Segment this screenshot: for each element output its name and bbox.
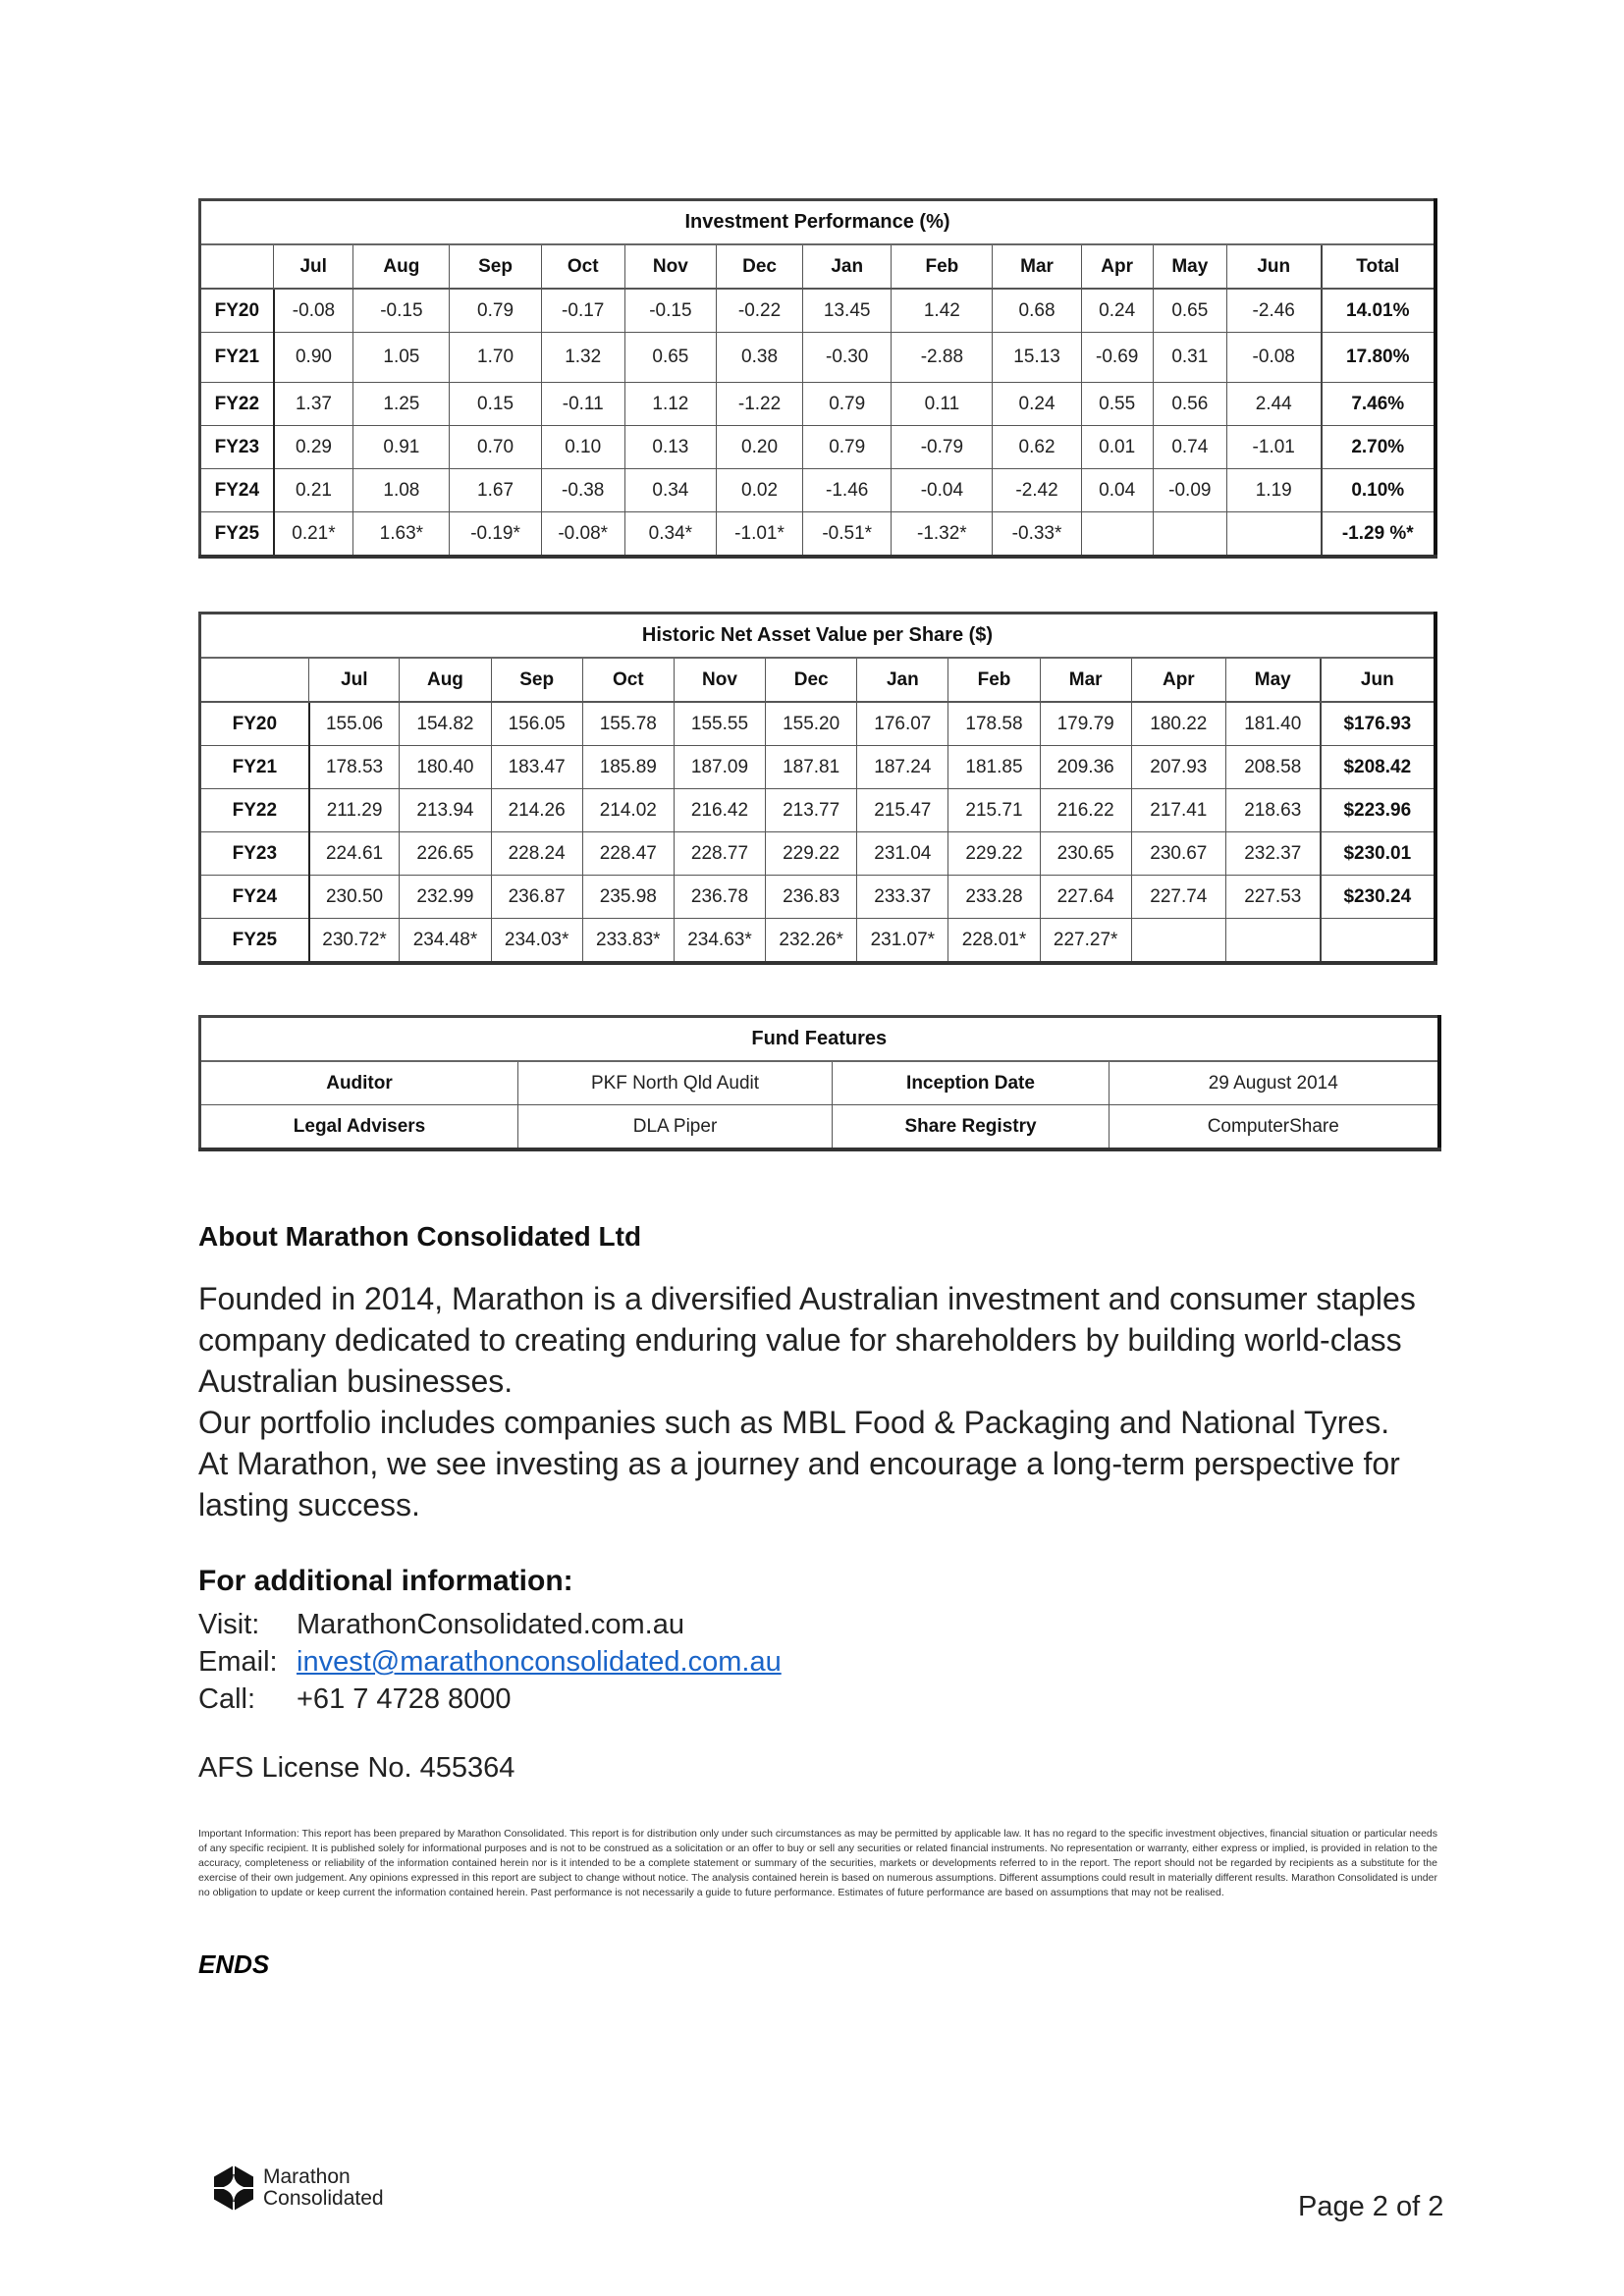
cell-value: 216.22 bbox=[1040, 789, 1131, 832]
cell-value: 180.40 bbox=[400, 746, 491, 789]
cell-value: 217.41 bbox=[1131, 789, 1225, 832]
share-registry-value: ComputerShare bbox=[1110, 1105, 1439, 1150]
cell-value: 231.07* bbox=[857, 919, 948, 964]
cell-value: 232.26* bbox=[766, 919, 857, 964]
logo-wordmark bbox=[263, 2166, 384, 2210]
cell-value: 236.83 bbox=[766, 876, 857, 919]
cell-value: 0.34 bbox=[624, 469, 716, 512]
column-header: Sep bbox=[491, 658, 582, 702]
column-header: Nov bbox=[674, 658, 765, 702]
column-header: Jun bbox=[1226, 244, 1321, 289]
cell-value: 1.67 bbox=[450, 469, 541, 512]
table-row bbox=[200, 789, 1436, 832]
cell-value bbox=[1081, 512, 1153, 558]
cell-value: 154.82 bbox=[400, 702, 491, 746]
cell-value: -1.46 bbox=[803, 469, 892, 512]
column-header: Mar bbox=[993, 244, 1081, 289]
table-title: Fund Features bbox=[200, 1017, 1439, 1062]
cell-value: 0.13 bbox=[624, 426, 716, 469]
cell-value: 0.90 bbox=[274, 333, 353, 383]
cell-value: 155.06 bbox=[309, 702, 400, 746]
column-header-total: Total bbox=[1322, 244, 1435, 289]
cell-value: 230.72* bbox=[309, 919, 400, 964]
cell-value: 229.22 bbox=[948, 832, 1040, 876]
cell-value: 227.53 bbox=[1225, 876, 1320, 919]
cell-total: 17.80% bbox=[1322, 333, 1435, 383]
cell-value: 0.38 bbox=[716, 333, 802, 383]
cell-value: 0.56 bbox=[1153, 383, 1226, 426]
about-line: lasting success. bbox=[198, 1487, 420, 1522]
cell-value: -0.51* bbox=[803, 512, 892, 558]
cell-value: -0.04 bbox=[892, 469, 993, 512]
cell-value: 207.93 bbox=[1131, 746, 1225, 789]
cell-value: -0.69 bbox=[1081, 333, 1153, 383]
cell-value: 231.04 bbox=[857, 832, 948, 876]
cell-value: 227.74 bbox=[1131, 876, 1225, 919]
visit-value: MarathonConsolidated.com.au bbox=[297, 1609, 684, 1640]
cell-value: 0.21* bbox=[274, 512, 353, 558]
cell-value: 233.28 bbox=[948, 876, 1040, 919]
cell-total: 7.46% bbox=[1322, 383, 1435, 426]
cell-value: 216.42 bbox=[674, 789, 765, 832]
contact-heading: For additional information: bbox=[198, 1565, 573, 1597]
legal-advisers-label: Legal Advisers bbox=[200, 1105, 518, 1150]
email-label: Email: bbox=[198, 1646, 278, 1678]
cell-value: 232.37 bbox=[1225, 832, 1320, 876]
column-header: Jan bbox=[803, 244, 892, 289]
investment-performance-table bbox=[198, 198, 1437, 559]
cell-value: 228.24 bbox=[491, 832, 582, 876]
cell-value: 209.36 bbox=[1040, 746, 1131, 789]
auditor-value: PKF North Qld Audit bbox=[518, 1061, 833, 1105]
cell-total: 14.01% bbox=[1322, 289, 1435, 333]
cell-value: 1.37 bbox=[274, 383, 353, 426]
column-header: Apr bbox=[1131, 658, 1225, 702]
contact-email-row bbox=[198, 1643, 782, 1681]
cell-value: 0.34* bbox=[624, 512, 716, 558]
table-title: Historic Net Asset Value per Share ($) bbox=[200, 614, 1436, 659]
cell-value: 234.63* bbox=[674, 919, 765, 964]
cell-value: 1.19 bbox=[1226, 469, 1321, 512]
row-year: FY21 bbox=[200, 333, 274, 383]
cell-value: -1.01 bbox=[1226, 426, 1321, 469]
call-label: Call: bbox=[198, 1683, 256, 1715]
cell-value: 181.85 bbox=[948, 746, 1040, 789]
cell-value bbox=[1131, 919, 1225, 964]
cell-value: 230.67 bbox=[1131, 832, 1225, 876]
cell-value: 234.48* bbox=[400, 919, 491, 964]
cell-value bbox=[1225, 919, 1320, 964]
column-header: Oct bbox=[582, 658, 674, 702]
column-header: May bbox=[1153, 244, 1226, 289]
cell-value: 228.77 bbox=[674, 832, 765, 876]
cell-jun: $208.42 bbox=[1321, 746, 1435, 789]
column-header: Jan bbox=[857, 658, 948, 702]
nav-rows bbox=[200, 702, 1436, 963]
table-row bbox=[200, 746, 1436, 789]
contact-block bbox=[198, 1606, 782, 1718]
table-row bbox=[200, 512, 1436, 558]
cell-value: -2.42 bbox=[993, 469, 1081, 512]
column-header: Dec bbox=[716, 244, 802, 289]
cell-value: 0.01 bbox=[1081, 426, 1153, 469]
cell-value: 215.71 bbox=[948, 789, 1040, 832]
column-header: May bbox=[1225, 658, 1320, 702]
table-row bbox=[200, 383, 1436, 426]
call-value: +61 7 4728 8000 bbox=[297, 1683, 512, 1715]
cell-value: 0.65 bbox=[1153, 289, 1226, 333]
cell-value: 232.99 bbox=[400, 876, 491, 919]
cell-value: 218.63 bbox=[1225, 789, 1320, 832]
logo-line-2: Consolidated bbox=[263, 2187, 384, 2210]
cell-value: 1.32 bbox=[541, 333, 624, 383]
cell-value: -0.15 bbox=[624, 289, 716, 333]
about-line: Founded in 2014, Marathon is a diversified Australian investment and consumer staples bbox=[198, 1281, 1416, 1316]
company-logo bbox=[212, 2164, 384, 2212]
cell-value: 181.40 bbox=[1225, 702, 1320, 746]
cell-value: -0.79 bbox=[892, 426, 993, 469]
table-row bbox=[200, 289, 1436, 333]
column-header: Mar bbox=[1040, 658, 1131, 702]
cell-value: -1.22 bbox=[716, 383, 802, 426]
column-header-jun: Jun bbox=[1321, 658, 1435, 702]
cell-value: -0.19* bbox=[450, 512, 541, 558]
cell-value: -0.08* bbox=[541, 512, 624, 558]
cell-value: 1.12 bbox=[624, 383, 716, 426]
cell-value: 0.79 bbox=[803, 426, 892, 469]
cell-value: -0.38 bbox=[541, 469, 624, 512]
cell-value: -0.33* bbox=[993, 512, 1081, 558]
about-line: company dedicated to creating enduring value for shareholders by building world-class bbox=[198, 1322, 1402, 1358]
cell-value: 13.45 bbox=[803, 289, 892, 333]
fund-features-table bbox=[198, 1015, 1441, 1151]
cell-value: 2.44 bbox=[1226, 383, 1321, 426]
column-header: Nov bbox=[624, 244, 716, 289]
cell-value: 228.47 bbox=[582, 832, 674, 876]
about-line: Australian businesses. bbox=[198, 1363, 514, 1399]
cell-value: 227.64 bbox=[1040, 876, 1131, 919]
cell-value: 226.65 bbox=[400, 832, 491, 876]
ends-marker: ENDS bbox=[198, 1949, 270, 1979]
cell-value: 0.24 bbox=[1081, 289, 1153, 333]
about-line: Our portfolio includes companies such as MBL Food & Packaging and National Tyres. bbox=[198, 1405, 1390, 1440]
cell-value: 0.74 bbox=[1153, 426, 1226, 469]
cell-value: 1.05 bbox=[353, 333, 450, 383]
row-year: FY25 bbox=[200, 919, 309, 964]
cell-value: 213.94 bbox=[400, 789, 491, 832]
column-header: Aug bbox=[400, 658, 491, 702]
cell-value: 187.09 bbox=[674, 746, 765, 789]
cell-value: 0.62 bbox=[993, 426, 1081, 469]
cell-value: -0.08 bbox=[274, 289, 353, 333]
cell-jun: $230.01 bbox=[1321, 832, 1435, 876]
cell-value: -0.17 bbox=[541, 289, 624, 333]
table-row bbox=[200, 469, 1436, 512]
cell-value: 0.31 bbox=[1153, 333, 1226, 383]
cell-value: 236.78 bbox=[674, 876, 765, 919]
page-number: Page 2 of 2 bbox=[1298, 2191, 1444, 2222]
cell-value: 176.07 bbox=[857, 702, 948, 746]
cell-value: 1.42 bbox=[892, 289, 993, 333]
cell-value: 155.20 bbox=[766, 702, 857, 746]
cell-value: 178.53 bbox=[309, 746, 400, 789]
column-header: Dec bbox=[766, 658, 857, 702]
corner-cell bbox=[200, 658, 309, 702]
row-year: FY25 bbox=[200, 512, 274, 558]
cell-value: 1.70 bbox=[450, 333, 541, 383]
cell-value: 0.65 bbox=[624, 333, 716, 383]
column-header: Feb bbox=[948, 658, 1040, 702]
cell-jun: $230.24 bbox=[1321, 876, 1435, 919]
legal-advisers-value: DLA Piper bbox=[518, 1105, 833, 1150]
cell-value: 187.24 bbox=[857, 746, 948, 789]
cell-value: 0.29 bbox=[274, 426, 353, 469]
cell-value: 0.11 bbox=[892, 383, 993, 426]
cell-value: 0.55 bbox=[1081, 383, 1153, 426]
cell-total: 2.70% bbox=[1322, 426, 1435, 469]
cell-value: -0.08 bbox=[1226, 333, 1321, 383]
cell-value: 236.87 bbox=[491, 876, 582, 919]
cell-value: 230.50 bbox=[309, 876, 400, 919]
cell-value: -2.46 bbox=[1226, 289, 1321, 333]
column-header: Oct bbox=[541, 244, 624, 289]
cell-value: 183.47 bbox=[491, 746, 582, 789]
share-registry-label: Share Registry bbox=[833, 1105, 1110, 1150]
cell-value: 229.22 bbox=[766, 832, 857, 876]
cell-value: 1.08 bbox=[353, 469, 450, 512]
column-header: Jul bbox=[274, 244, 353, 289]
cell-value: 0.10 bbox=[541, 426, 624, 469]
cell-value: 185.89 bbox=[582, 746, 674, 789]
cell-value: 179.79 bbox=[1040, 702, 1131, 746]
row-year: FY20 bbox=[200, 702, 309, 746]
contact-visit-row bbox=[198, 1606, 782, 1643]
table-row bbox=[200, 876, 1436, 919]
column-header: Apr bbox=[1081, 244, 1153, 289]
marathon-hexagon-star-icon bbox=[212, 2164, 255, 2212]
cell-jun bbox=[1321, 919, 1435, 964]
row-year: FY21 bbox=[200, 746, 309, 789]
table-row bbox=[200, 832, 1436, 876]
column-header: Feb bbox=[892, 244, 993, 289]
cell-value: 213.77 bbox=[766, 789, 857, 832]
email-link[interactable]: invest@marathonconsolidated.com.au bbox=[297, 1646, 782, 1678]
row-year: FY24 bbox=[200, 469, 274, 512]
cell-value: 15.13 bbox=[993, 333, 1081, 383]
table-title: Investment Performance (%) bbox=[200, 200, 1436, 245]
cell-value: 0.91 bbox=[353, 426, 450, 469]
auditor-label: Auditor bbox=[200, 1061, 518, 1105]
cell-value: 187.81 bbox=[766, 746, 857, 789]
cell-value: 0.24 bbox=[993, 383, 1081, 426]
cell-jun: $176.93 bbox=[1321, 702, 1435, 746]
cell-value: -1.32* bbox=[892, 512, 993, 558]
column-header: Aug bbox=[353, 244, 450, 289]
performance-rows bbox=[200, 289, 1436, 557]
cell-value: 0.68 bbox=[993, 289, 1081, 333]
row-year: FY20 bbox=[200, 289, 274, 333]
cell-value: 230.65 bbox=[1040, 832, 1131, 876]
contact-call-row bbox=[198, 1681, 782, 1718]
table-row bbox=[200, 919, 1436, 964]
row-year: FY23 bbox=[200, 426, 274, 469]
cell-value: 0.70 bbox=[450, 426, 541, 469]
cell-value: 208.58 bbox=[1225, 746, 1320, 789]
cell-value: 211.29 bbox=[309, 789, 400, 832]
cell-value: 0.20 bbox=[716, 426, 802, 469]
cell-value: -0.09 bbox=[1153, 469, 1226, 512]
cell-jun: $223.96 bbox=[1321, 789, 1435, 832]
cell-value: 155.55 bbox=[674, 702, 765, 746]
row-year: FY22 bbox=[200, 789, 309, 832]
table-row bbox=[200, 702, 1436, 746]
cell-value: 233.37 bbox=[857, 876, 948, 919]
cell-value: 155.78 bbox=[582, 702, 674, 746]
row-year: FY24 bbox=[200, 876, 309, 919]
cell-value: 1.63* bbox=[353, 512, 450, 558]
about-paragraph bbox=[198, 1278, 1445, 1525]
cell-value: 0.79 bbox=[803, 383, 892, 426]
cell-value bbox=[1226, 512, 1321, 558]
cell-value bbox=[1153, 512, 1226, 558]
column-header: Jul bbox=[309, 658, 400, 702]
cell-value: -0.22 bbox=[716, 289, 802, 333]
cell-value: 178.58 bbox=[948, 702, 1040, 746]
afs-license: AFS License No. 455364 bbox=[198, 1752, 515, 1784]
cell-value: 234.03* bbox=[491, 919, 582, 964]
cell-value: 227.27* bbox=[1040, 919, 1131, 964]
cell-value: 1.25 bbox=[353, 383, 450, 426]
cell-value: 233.83* bbox=[582, 919, 674, 964]
cell-value: -0.11 bbox=[541, 383, 624, 426]
cell-value: -0.15 bbox=[353, 289, 450, 333]
column-header: Sep bbox=[450, 244, 541, 289]
row-year: FY23 bbox=[200, 832, 309, 876]
cell-value: 156.05 bbox=[491, 702, 582, 746]
cell-value: -1.01* bbox=[716, 512, 802, 558]
inception-date-label: Inception Date bbox=[833, 1061, 1110, 1105]
cell-value: 228.01* bbox=[948, 919, 1040, 964]
inception-date-value: 29 August 2014 bbox=[1110, 1061, 1439, 1105]
row-year: FY22 bbox=[200, 383, 274, 426]
about-line: At Marathon, we see investing as a journey and encourage a long-term perspective for bbox=[198, 1446, 1400, 1481]
cell-total: -1.29 %* bbox=[1322, 512, 1435, 558]
cell-value: 0.02 bbox=[716, 469, 802, 512]
about-heading: About Marathon Consolidated Ltd bbox=[198, 1221, 642, 1252]
cell-value: 0.79 bbox=[450, 289, 541, 333]
cell-value: 224.61 bbox=[309, 832, 400, 876]
historic-nav-table bbox=[198, 612, 1437, 965]
cell-value: 180.22 bbox=[1131, 702, 1225, 746]
cell-total: 0.10% bbox=[1322, 469, 1435, 512]
cell-value: 215.47 bbox=[857, 789, 948, 832]
cell-value: -0.30 bbox=[803, 333, 892, 383]
visit-label: Visit: bbox=[198, 1609, 260, 1640]
cell-value: 0.04 bbox=[1081, 469, 1153, 512]
disclaimer-text: Important Information: This report has been prepared by Marathon Consolidated. This report is for distribution only under such circumstances as may be permitted by applicable law. It has no regard to the specific investment objectives, financial situation or particular needs of any specific recipient. It is published solely for informational purposes and is not to be construed as a solicitation or an offer to buy or sell any securities or related financial instruments. No representation or warranty, either express or implied, is provided in relation to the accuracy, completeness or reliability of the information contained herein nor is it intended to be a complete statement or summary of the securities, markets or developments referred to in the report. The report should not be regarded by recipients as a substitute for the exercise of their own judgement. Any opinions expressed in this report are subject to change without notice. The analysis contained herein is based on numerous assumptions. Different assumptions could result in materially different results. Marathon Consolidated is under no obligation to update or keep current the information contained herein. Past performance is not necessarily a guide to future performance. Estimates of future performance are based on assumptions that may not be realised. bbox=[198, 1828, 1437, 1898]
cell-value: 214.02 bbox=[582, 789, 674, 832]
cell-value: 214.26 bbox=[491, 789, 582, 832]
cell-value: -2.88 bbox=[892, 333, 993, 383]
logo-line-1: Marathon bbox=[263, 2165, 351, 2188]
cell-value: 0.15 bbox=[450, 383, 541, 426]
cell-value: 0.21 bbox=[274, 469, 353, 512]
corner-cell bbox=[200, 244, 274, 289]
table-row bbox=[200, 333, 1436, 383]
table-row bbox=[200, 426, 1436, 469]
cell-value: 235.98 bbox=[582, 876, 674, 919]
